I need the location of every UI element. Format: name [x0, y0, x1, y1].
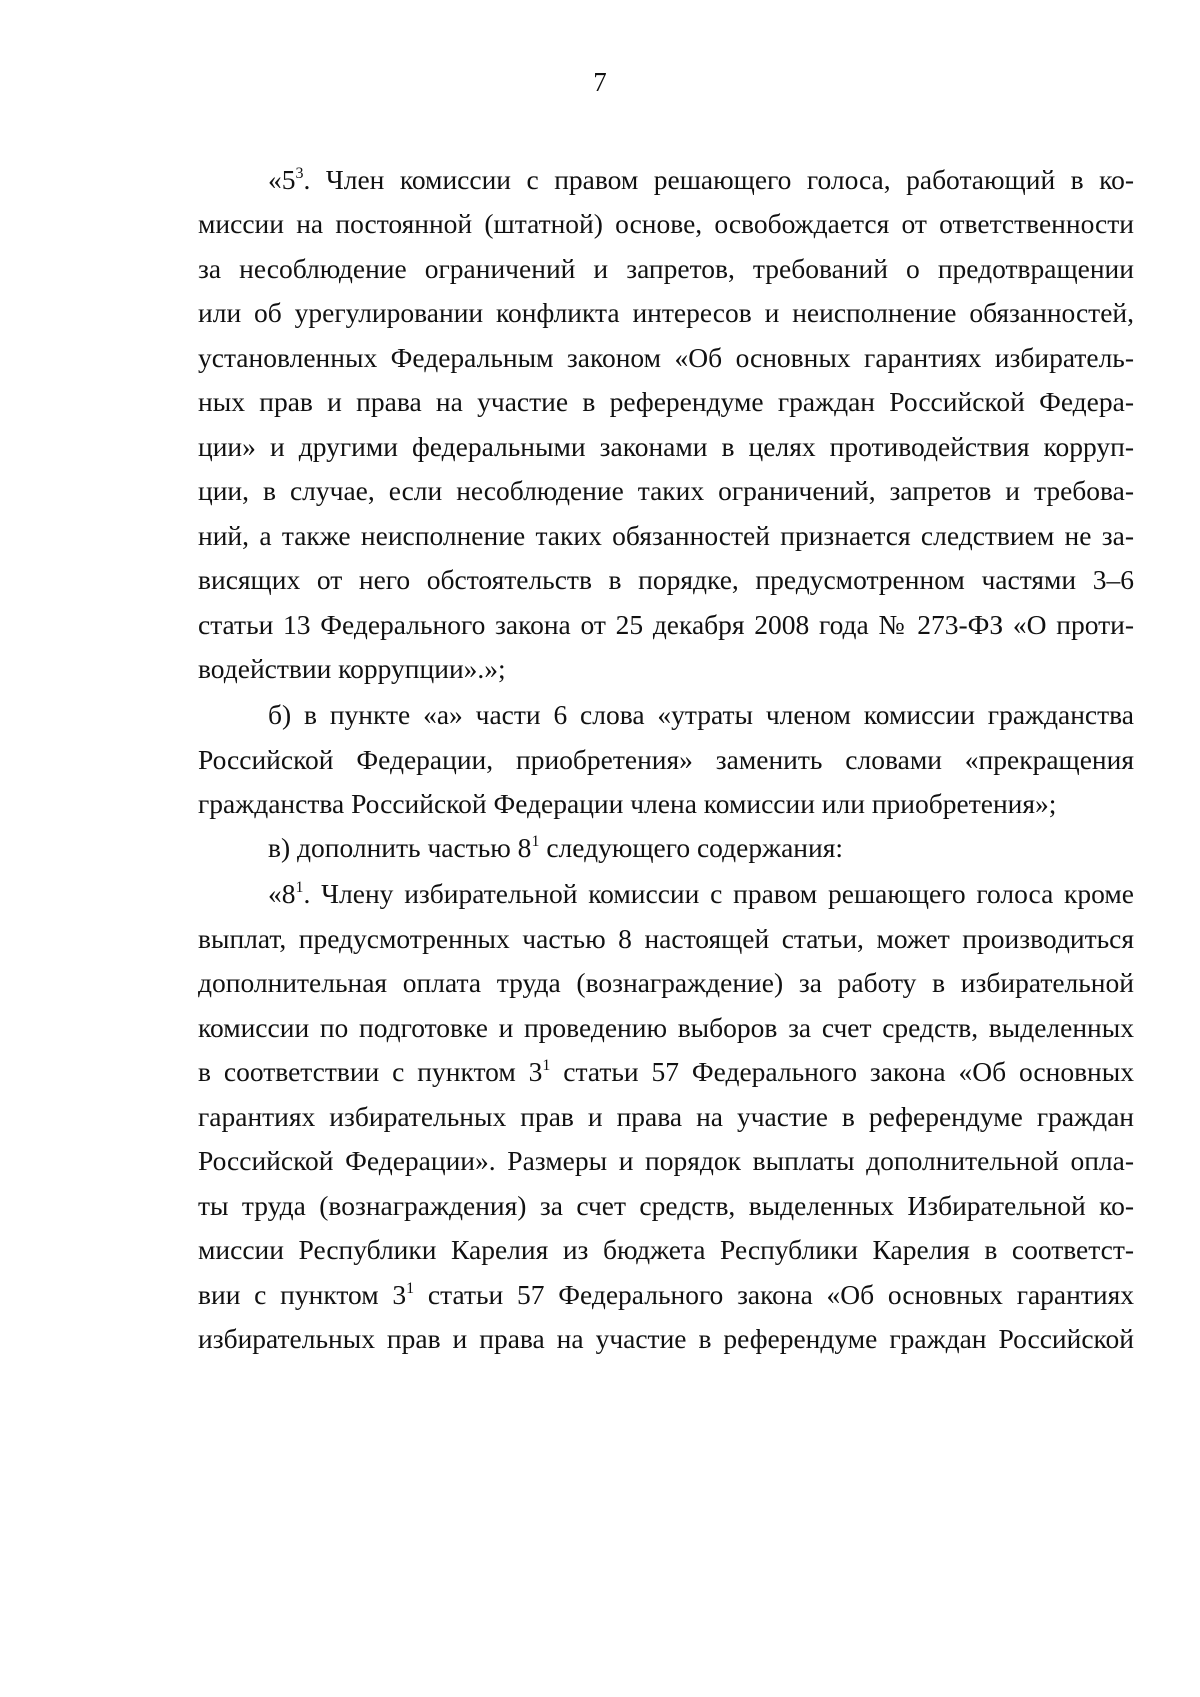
text-line: б) в пункте «а» части 6 слова «утраты членом комиссии гражданства: [268, 699, 1134, 730]
text-line: ных прав и права на участие в референдуме граждан Российской Федера-: [198, 386, 1134, 417]
text-line: «$8^1$. Члену избирательной комиссии с правом решающего голоса кроме: [268, 878, 1134, 909]
text-line: в) дополнить частью $8^1$ следующего содержания:: [268, 832, 844, 863]
text-line: за несоблюдение ограничений и запретов, требований о предотвращении: [198, 253, 1134, 284]
text-line: вии с пунктом $3^1$ статьи 57 Федерального закона «Об основных гарантиях: [198, 1279, 1134, 1310]
text-line: статьи 13 Федерального закона от 25 декабря 2008 года № 273-ФЗ «О проти-: [198, 609, 1134, 640]
superscript: 1: [406, 1280, 415, 1297]
superscript: 3: [295, 165, 304, 182]
text-line: водействии коррупции».»;: [198, 653, 506, 684]
text-line: миссии на постоянной (штатной) основе, освобождается от ответственности: [198, 208, 1134, 239]
text-line: избирательных прав и права на участие в референдуме граждан Российской: [198, 1323, 1134, 1354]
text-line: Российской Федерации, приобретения» заменить словами «прекращения: [198, 744, 1134, 775]
text-line: Российской Федерации». Размеры и порядок выплаты дополнительной опла-: [198, 1145, 1134, 1176]
page-number: 7: [593, 67, 607, 97]
text-line: висящих от него обстоятельств в порядке, предусмотренном частями 3–6: [198, 564, 1134, 595]
text-line: ний, а также неисполнение таких обязанностей признается следствием не за-: [198, 520, 1134, 551]
superscript: 1: [542, 1057, 551, 1074]
text-line: ции, в случае, если несоблюдение таких ограничений, запретов и требова-: [198, 475, 1134, 506]
text-line: выплат, предусмотренных частью 8 настоящей статьи, может производиться: [198, 923, 1134, 954]
text-line: ты труда (вознаграждения) за счет средств, выделенных Избирательной ко-: [198, 1190, 1134, 1221]
superscript: 1: [295, 879, 304, 896]
text-line: дополнительная оплата труда (вознаграждение) за работу в избирательной: [198, 967, 1134, 998]
text-line: комиссии по подготовке и проведению выборов за счет средств, выделенных: [198, 1012, 1134, 1043]
text-line: миссии Республики Карелия из бюджета Республики Карелия в соответст-: [198, 1234, 1134, 1265]
superscript: 1: [531, 833, 540, 850]
text-line: или об урегулировании конфликта интересов и неисполнение обязанностей,: [198, 297, 1134, 328]
text-line: ции» и другими федеральными законами в целях противодействия корруп-: [198, 431, 1134, 462]
text-line: установленных Федеральным законом «Об основных гарантиях избиратель-: [198, 342, 1134, 373]
text-line: гарантиях избирательных прав и права на участие в референдуме граждан: [198, 1101, 1134, 1132]
text-line: в соответствии с пунктом $3^1$ статьи 57 Федерального закона «Об основных: [198, 1056, 1134, 1087]
text-line: «$5^3$. Член комиссии с правом решающего голоса, работающий в ко-: [268, 164, 1134, 195]
text-line: гражданства Российской Федерации члена комиссии или приобретения»;: [198, 788, 1057, 819]
